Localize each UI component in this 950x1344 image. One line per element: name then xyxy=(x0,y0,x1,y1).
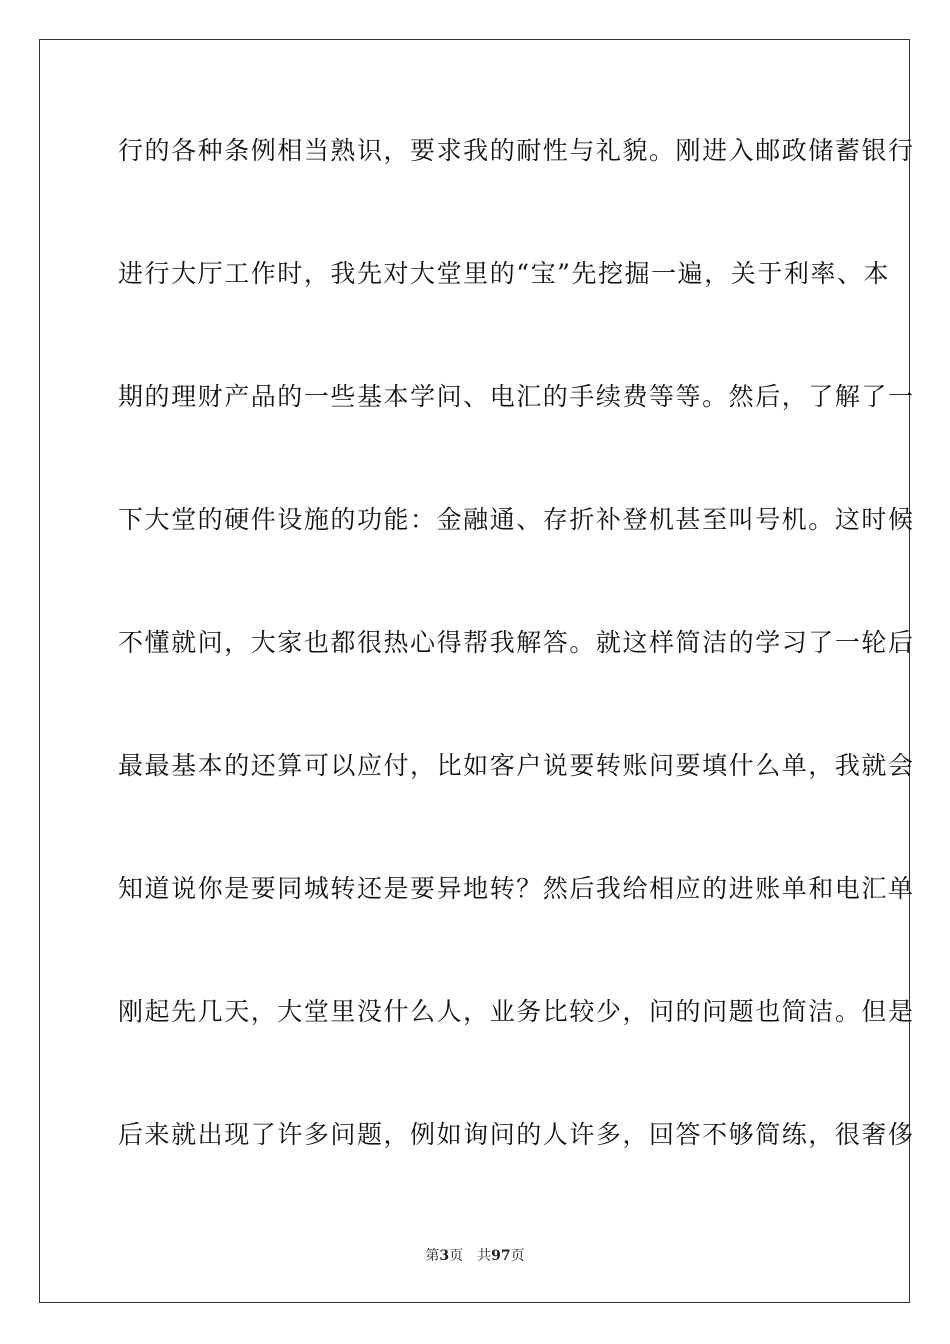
page-prefix: 第 xyxy=(425,1248,440,1264)
text-line-9: 后来就出现了许多问题，例如询问的人许多，回答不够简练，很奢侈 xyxy=(118,1120,915,1149)
total-pages-number: 97 xyxy=(491,1248,511,1264)
text-line-6: 最最基本的还算可以应付，比如客户说要转账问要填什么单，我就会 xyxy=(118,751,915,780)
text-line-2: 进行大厅工作时，我先对大堂里的“宝”先挖掘一遍，关于利率、本 xyxy=(118,259,891,288)
document-body xyxy=(118,128,915,1235)
text-line-5: 不懂就问，大家也都很热心得帮我解答。就这样简洁的学习了一轮后 xyxy=(118,628,915,657)
current-page-number: 3 xyxy=(439,1248,450,1264)
page-suffix: 页 xyxy=(449,1248,464,1264)
page-footer xyxy=(0,1246,950,1266)
text-line-8: 刚起先几天，大堂里没什么人，业务比较少，问的问题也简洁。但是 xyxy=(118,997,915,1026)
total-prefix: 共 xyxy=(477,1248,492,1264)
text-line-4: 下大堂的硬件设施的功能：金融通、存折补登机甚至叫号机。这时候 xyxy=(118,505,915,534)
text-line-7: 知道说你是要同城转还是要异地转？然后我给相应的进账单和电汇单 xyxy=(118,874,915,903)
text-line-3: 期的理财产品的一些基本学问、电汇的手续费等等。然后，了解了一 xyxy=(118,382,915,411)
total-suffix: 页 xyxy=(510,1248,525,1264)
text-line-1: 行的各种条例相当熟识，要求我的耐性与礼貌。刚进入邮政储蓄银行 xyxy=(118,136,915,165)
